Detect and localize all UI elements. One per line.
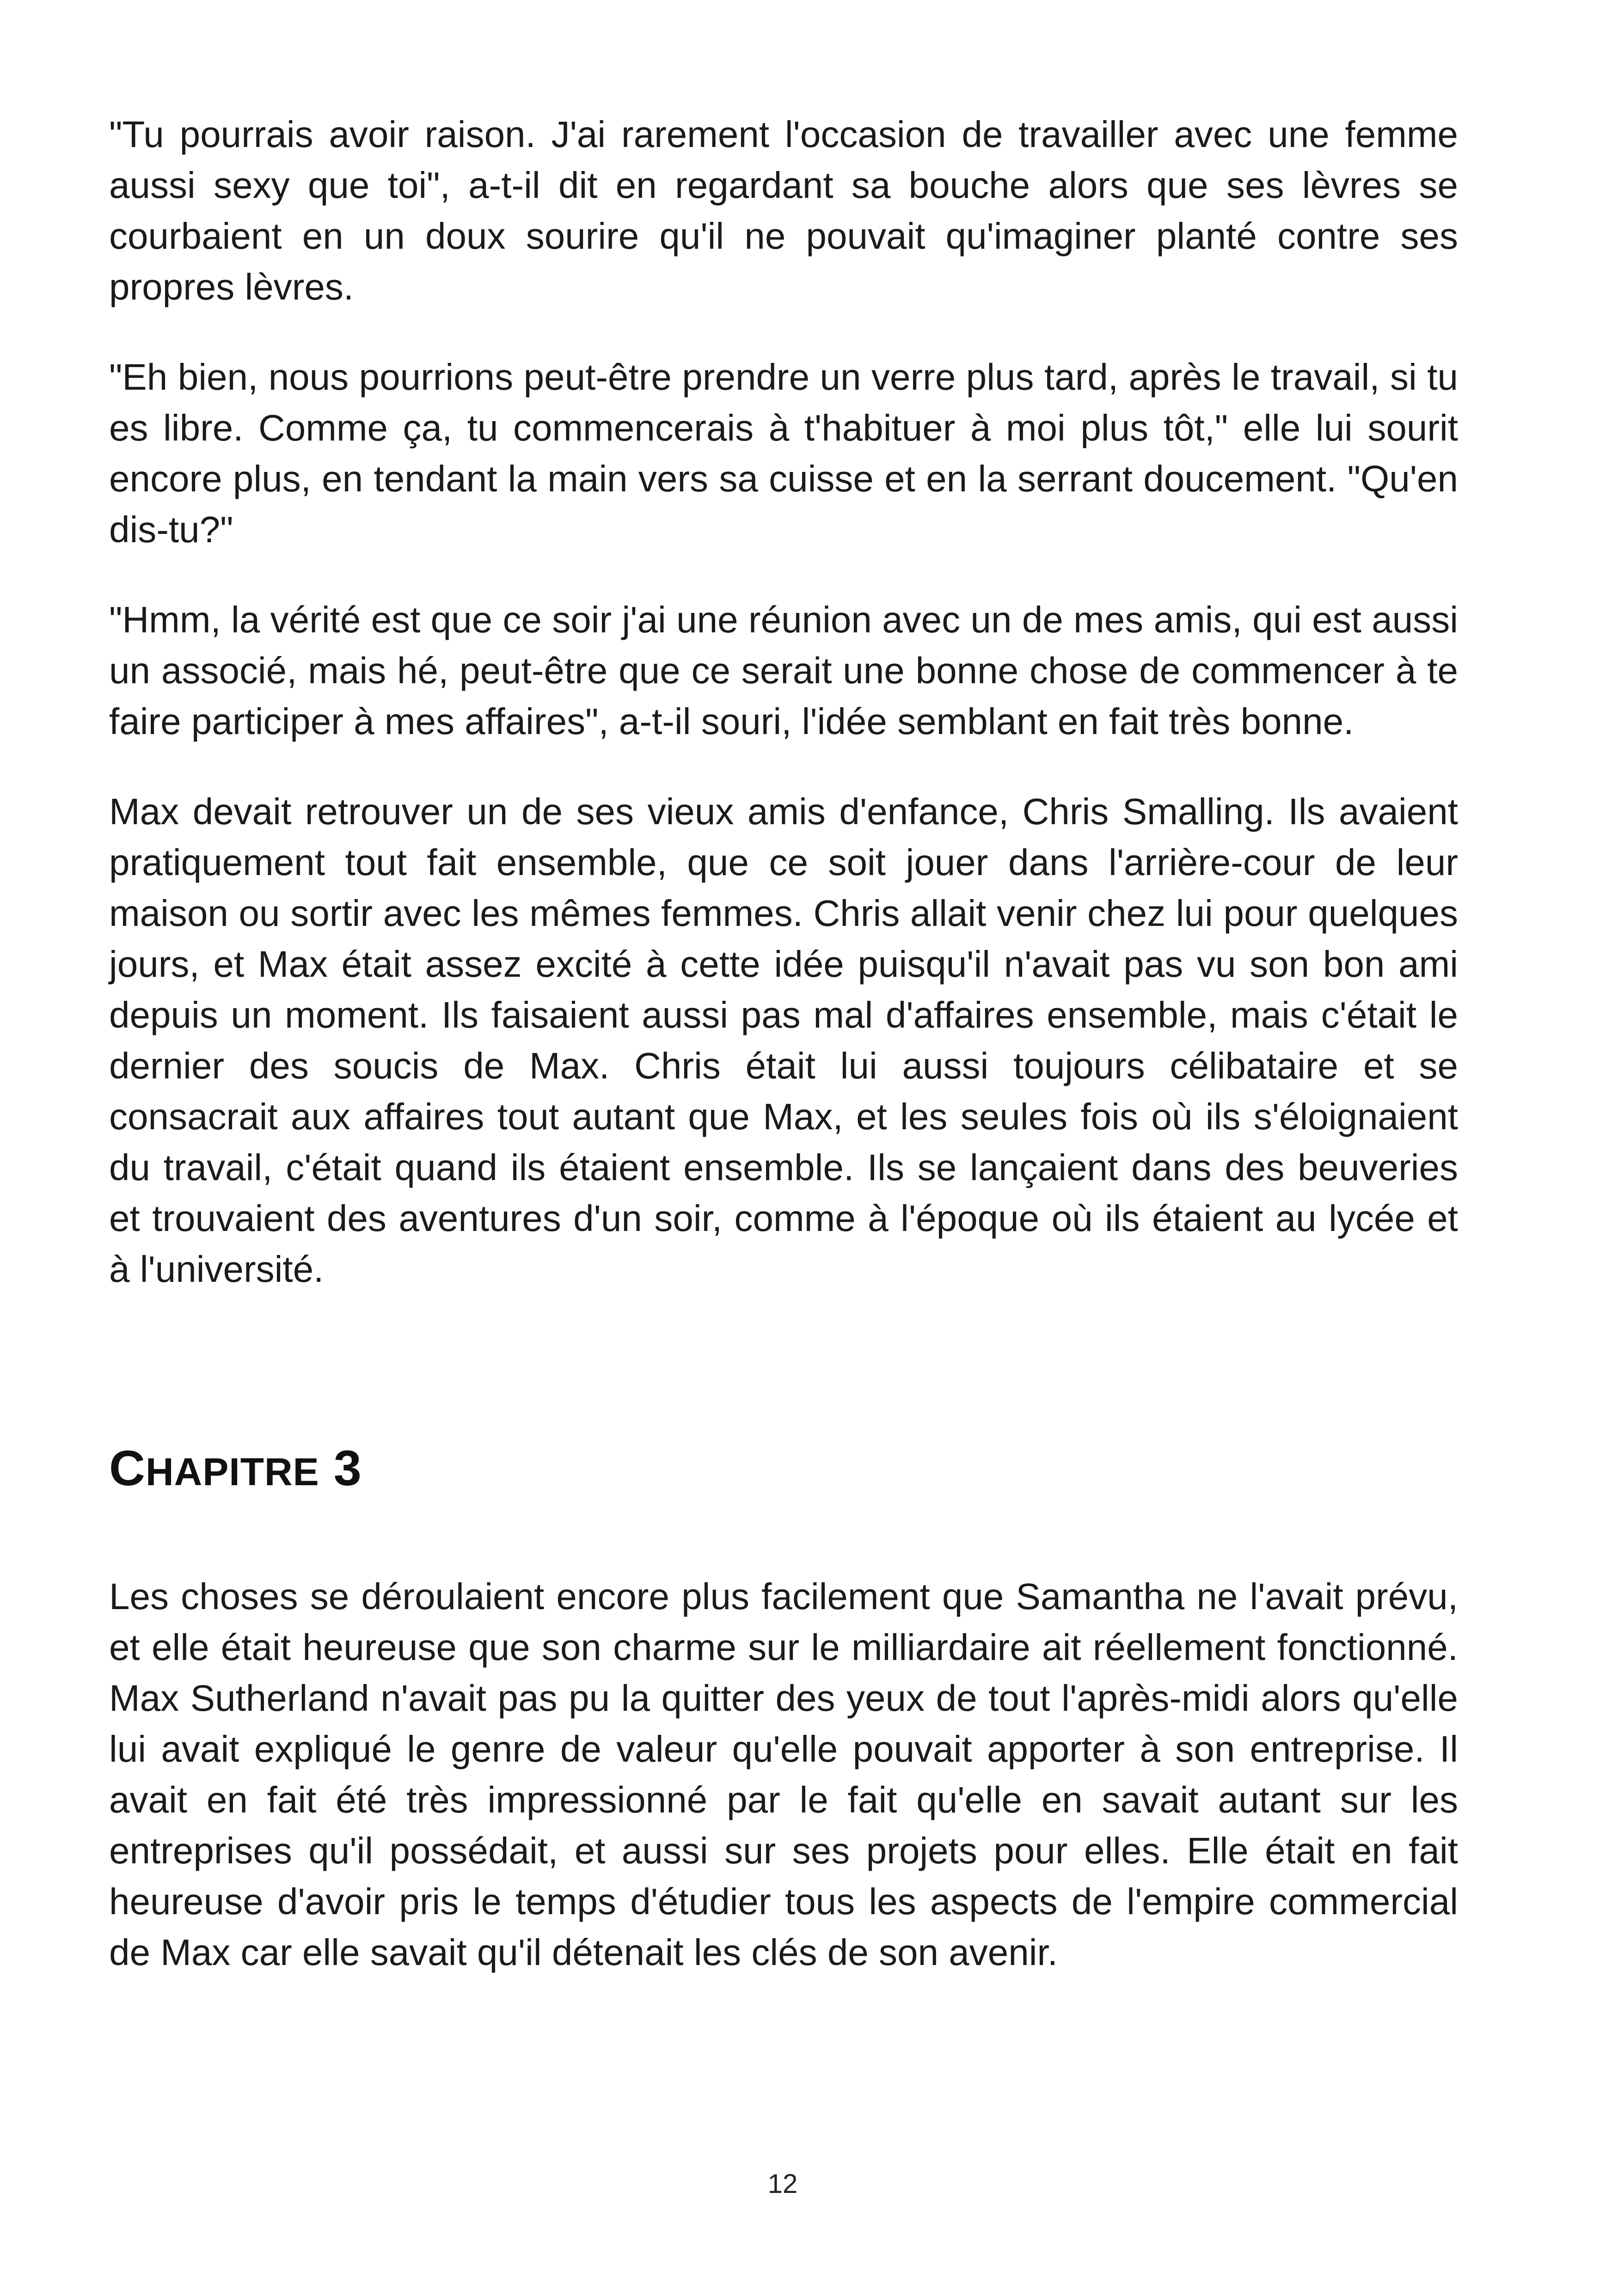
- paragraph: Les choses se déroulaient encore plus facilement que Samantha ne l'avait prévu, et elle était heureuse que son charme sur le milliardaire ait réellement fonctionné. Max Sutherland n'avait pas pu la quitter des yeux de tout l'après-midi alors qu'elle lui avait expliqué le genre de valeur qu'elle pouvait apporter à son entreprise. Il avait en fait été très impressionné par le fait qu'elle en savait autant sur les entreprises qu'il possédait, et aussi sur ses projets pour elles. Elle était en fait heureuse d'avoir pris le temps d'étudier tous les aspects de l'empire commercial de Max car elle savait qu'il détenait les clés de son avenir.: [109, 1576, 1458, 1973]
- chapter-heading: [109, 1438, 1458, 1502]
- chapter-heading-word: HAPITRE: [146, 1450, 319, 1494]
- paragraph: "Tu pourrais avoir raison. J'ai rarement l'occasion de travailler avec une femme aussi sexy que toi", a-t-il dit en regardant sa bouche alors que ses lèvres se courbaient en un doux sourire qu'il ne pouvait qu'imaginer planté contre ses propres lèvres.: [109, 114, 1458, 307]
- chapter-heading-initial: C: [109, 1440, 146, 1496]
- paragraph: "Eh bien, nous pourrions peut-être prendre un verre plus tard, après le travail, si tu es libre. Comme ça, tu commencerais à t'habituer à moi plus tôt," elle lui sourit encore plus, en tendant la main vers sa cuisse et en la serrant doucement. "Qu'en dis-tu?": [109, 356, 1458, 550]
- paragraph: Max devait retrouver un de ses vieux amis d'enfance, Chris Smalling. Ils avaient pratiquement tout fait ensemble, que ce soit jouer dans l'arrière-cour de leur maison ou sortir avec les mêmes femmes. Chris allait venir chez lui pour quelques jours, et Max était assez excité à cette idée puisqu'il n'avait pas vu son bon ami depuis un moment. Ils faisaient aussi pas mal d'affaires ensemble, mais c'était le dernier des soucis de Max. Chris était lui aussi toujours célibataire et se consacrait aux affaires tout autant que Max, et les seules fois où ils s'éloignaient du travail, c'était quand ils étaient ensemble. Ils se lançaient dans des beuveries et trouvaient des aventures d'un soir, comme à l'époque où ils étaient au lycée et à l'université.: [109, 791, 1458, 1290]
- page-body: [109, 109, 1458, 2017]
- chapter-number: 3: [333, 1440, 362, 1496]
- paragraph: "Hmm, la vérité est que ce soir j'ai une réunion avec un de mes amis, qui est aussi un associé, mais hé, peut-être que ce serait une bonne chose de commencer à te faire participer à mes affaires", a-t-il souri, l'idée semblant en fait très bonne.: [109, 599, 1458, 742]
- page-number: 12: [767, 2169, 798, 2199]
